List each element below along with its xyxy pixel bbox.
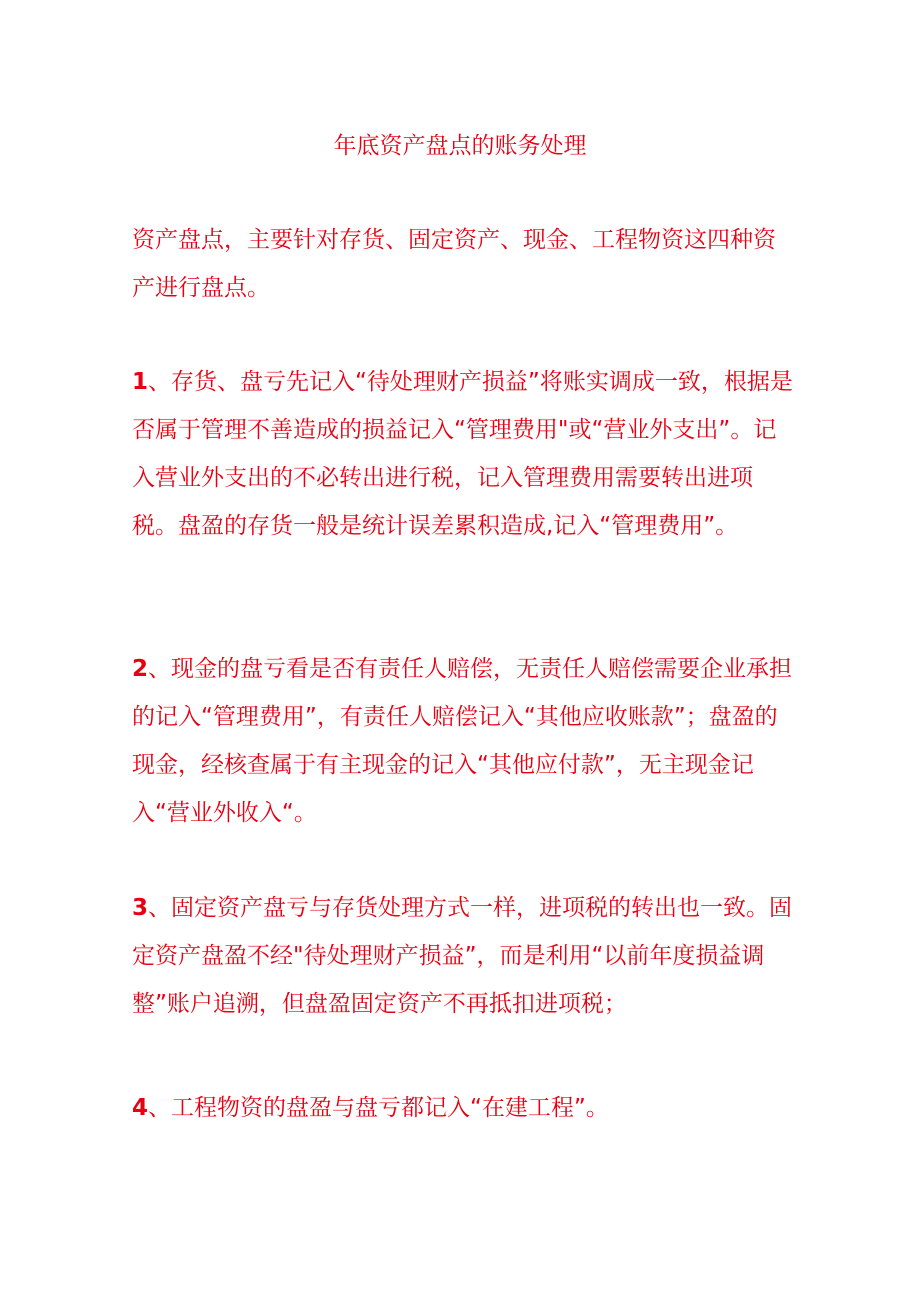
item-paragraph-3 xyxy=(132,884,794,1028)
item-text: 、工程物资的盘盈与盘亏都记入“在建工程”。 xyxy=(148,1095,609,1121)
intro-paragraph: 资产盘点，主要针对存货、固定资产、现金、工程物资这四种资产进行盘点。 xyxy=(132,227,776,301)
document-title: 年底资产盘点的账务处理 xyxy=(333,133,587,159)
item-number: 3 xyxy=(132,895,149,921)
item-number: 1 xyxy=(132,369,149,395)
item-paragraph-1 xyxy=(132,358,794,550)
item-paragraph-4 xyxy=(132,1084,794,1132)
item-text: 、固定资产盘亏与存货处理方式一样，进项税的转出也一致。固定资产盘盈不经"待处理财产损益”，而是利用“以前年度损益调整”账户追溯，但盘盈固定资产不再抵扣进项税； xyxy=(132,895,793,1017)
item-number: 2 xyxy=(132,656,149,682)
item-number: 4 xyxy=(132,1095,149,1121)
item-text: 、存货、盘亏先记入“待处理财产损益”将账实调成一致，根据是否属于管理不善造成的损益记入“管理费用"或“营业外支出”。记入营业外支出的不必转出进行税，记入管理费用需要转出进项税。盘盈的存货一般是统计误差累积造成,记入“管理费用”。 xyxy=(132,369,793,539)
item-paragraph-2 xyxy=(132,645,794,837)
item-text: 、现金的盘亏看是否有责任人赔偿，无责任人赔偿需要企业承担的记入“管理费用”，有责任人赔偿记入“其他应收账款”；盘盈的现金，经核查属于有主现金的记入“其他应付款”，无主现金记入“营业外收入“。 xyxy=(132,656,793,826)
